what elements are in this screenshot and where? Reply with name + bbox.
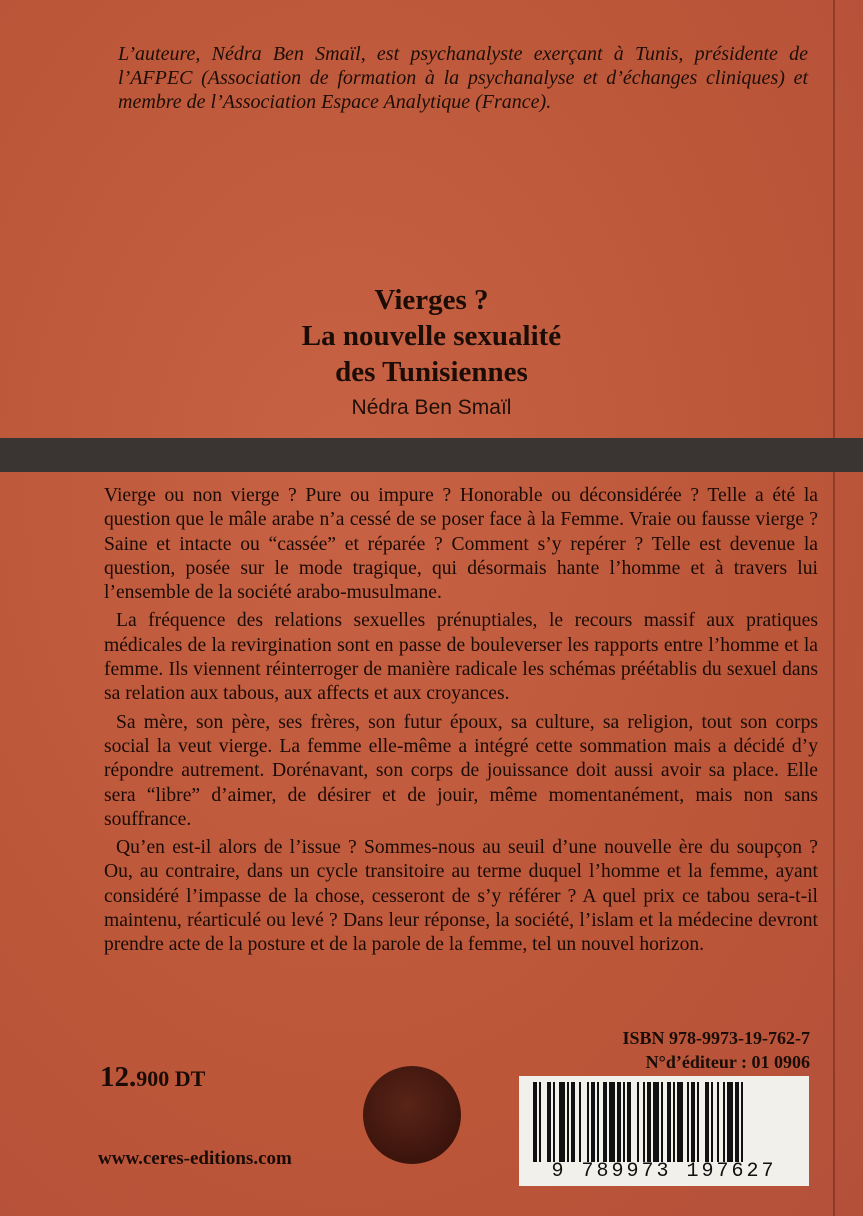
barcode-bar bbox=[723, 1082, 725, 1162]
paragraph-3: Sa mère, son père, ses frères, son futur époux, sa culture, sa religion, tout son corps social la veut vierge. La femme elle-même a intégré cette sommation mais a décidé d’y répondre autrement. Dorénavant, son corps de jouissance doit aussi avoir sa place. Elle sera “libre” d’aimer, de désirer et de jouir, même momentanément, mais non sans souffrance. bbox=[104, 711, 818, 830]
barcode-bar bbox=[687, 1082, 689, 1162]
barcode-bar bbox=[673, 1082, 675, 1162]
cover-fold-edge bbox=[833, 0, 835, 1216]
isbn-block bbox=[540, 1026, 810, 1074]
barcode-bar bbox=[653, 1082, 659, 1162]
author-bio: L’auteure, Nédra Ben Smaïl, est psychanalyste exerçant à Tunis, présidente de l’AFPEC (Association de formation à la psychanalyse et d’échanges cliniques) et membre de l’Association Espace Analytique (France). bbox=[118, 43, 808, 113]
barcode-bar bbox=[741, 1082, 743, 1162]
barcode-bar bbox=[637, 1082, 639, 1162]
barcode-bar bbox=[727, 1082, 733, 1162]
barcode-bar bbox=[579, 1082, 581, 1162]
barcode-bar bbox=[735, 1082, 739, 1162]
barcode-bar bbox=[697, 1082, 699, 1162]
barcode-bar bbox=[567, 1082, 569, 1162]
back-cover-text bbox=[104, 484, 818, 962]
barcode-bar bbox=[627, 1082, 631, 1162]
barcode-bar bbox=[547, 1082, 551, 1162]
barcode-digits: 9 789973 197627 bbox=[551, 1160, 777, 1183]
price-main: 12. bbox=[100, 1061, 137, 1093]
dark-band bbox=[0, 438, 863, 472]
barcode-bar bbox=[533, 1082, 537, 1162]
barcode-bar bbox=[603, 1082, 607, 1162]
barcode-bar bbox=[587, 1082, 589, 1162]
author-name: Nédra Ben Smaïl bbox=[351, 396, 512, 419]
barcode-bar bbox=[717, 1082, 719, 1162]
barcode-bar bbox=[539, 1082, 541, 1162]
price bbox=[100, 1061, 205, 1094]
barcode-bars bbox=[529, 1082, 799, 1162]
barcode-bar bbox=[691, 1082, 695, 1162]
barcode-bar bbox=[643, 1082, 645, 1162]
title-line-1: Vierges ? bbox=[374, 284, 489, 316]
paragraph-4: Qu’en est-il alors de l’issue ? Sommes-nous au seuil d’une nouvelle ère du soupçon ? Ou, au contraire, dans un cycle transitoire au terme duquel l’homme et la femme, ayant considéré l’impasse de la chose, cesseront de s’y référer ? A quel prix ce tabou sera-t-il maintenu, réarticulé ou levé ? Dans leur réponse, la société, l’islam et la médecine devront prendre acte de la posture et de la parole de la femme, tel un nouvel horizon. bbox=[104, 837, 818, 956]
barcode-bar bbox=[623, 1082, 625, 1162]
barcode-bar bbox=[705, 1082, 709, 1162]
barcode-bar bbox=[559, 1082, 565, 1162]
barcode-bar bbox=[617, 1082, 621, 1162]
barcode-bar bbox=[667, 1082, 671, 1162]
title-line-2: La nouvelle sexualité bbox=[301, 320, 562, 352]
isbn-number: ISBN 978-9973-19-762-7 bbox=[622, 1028, 810, 1048]
barcode-bar bbox=[609, 1082, 615, 1162]
barcode-bar bbox=[661, 1082, 663, 1162]
paragraph-2: La fréquence des relations sexuelles prénuptiales, le recours massif aux pratiques médicales de la revirgination sont en passe de bouleverser les rapports entre l’homme et la femme. Ils viennent réinterroger de manière radicale les schémas préétablis du sexuel dans sa relation aux tabous, aux affects et aux croyances. bbox=[104, 610, 818, 705]
editor-number: N°d’éditeur : 01 0906 bbox=[645, 1052, 810, 1072]
barcode-bar bbox=[647, 1082, 651, 1162]
barcode-bar bbox=[553, 1082, 555, 1162]
barcode-bar bbox=[571, 1082, 575, 1162]
barcode-bar bbox=[597, 1082, 599, 1162]
barcode-bar bbox=[591, 1082, 595, 1162]
publisher-url: www.ceres-editions.com bbox=[98, 1148, 292, 1169]
barcode-bar bbox=[711, 1082, 713, 1162]
dark-circle-sticker bbox=[363, 1066, 461, 1164]
price-small: 900 DT bbox=[136, 1066, 206, 1091]
barcode-bar bbox=[677, 1082, 683, 1162]
barcode bbox=[519, 1076, 809, 1186]
paragraph-1: Vierge ou non vierge ? Pure ou impure ? Honorable ou déconsidérée ? Telle a été la question que le mâle arabe n’a cessé de se poser face à la Femme. Vraie ou fausse vierge ? Saine et intacte ou “cassée” et réparée ? Comment s’y repérer ? Telle est devenue la question, posée sur le mode tragique, qui désormais hante l’homme et à travers lui l’ensemble de la société arabo-musulmane. bbox=[104, 485, 818, 604]
title-line-3: des Tunisiennes bbox=[335, 356, 528, 388]
title-block bbox=[0, 282, 863, 422]
